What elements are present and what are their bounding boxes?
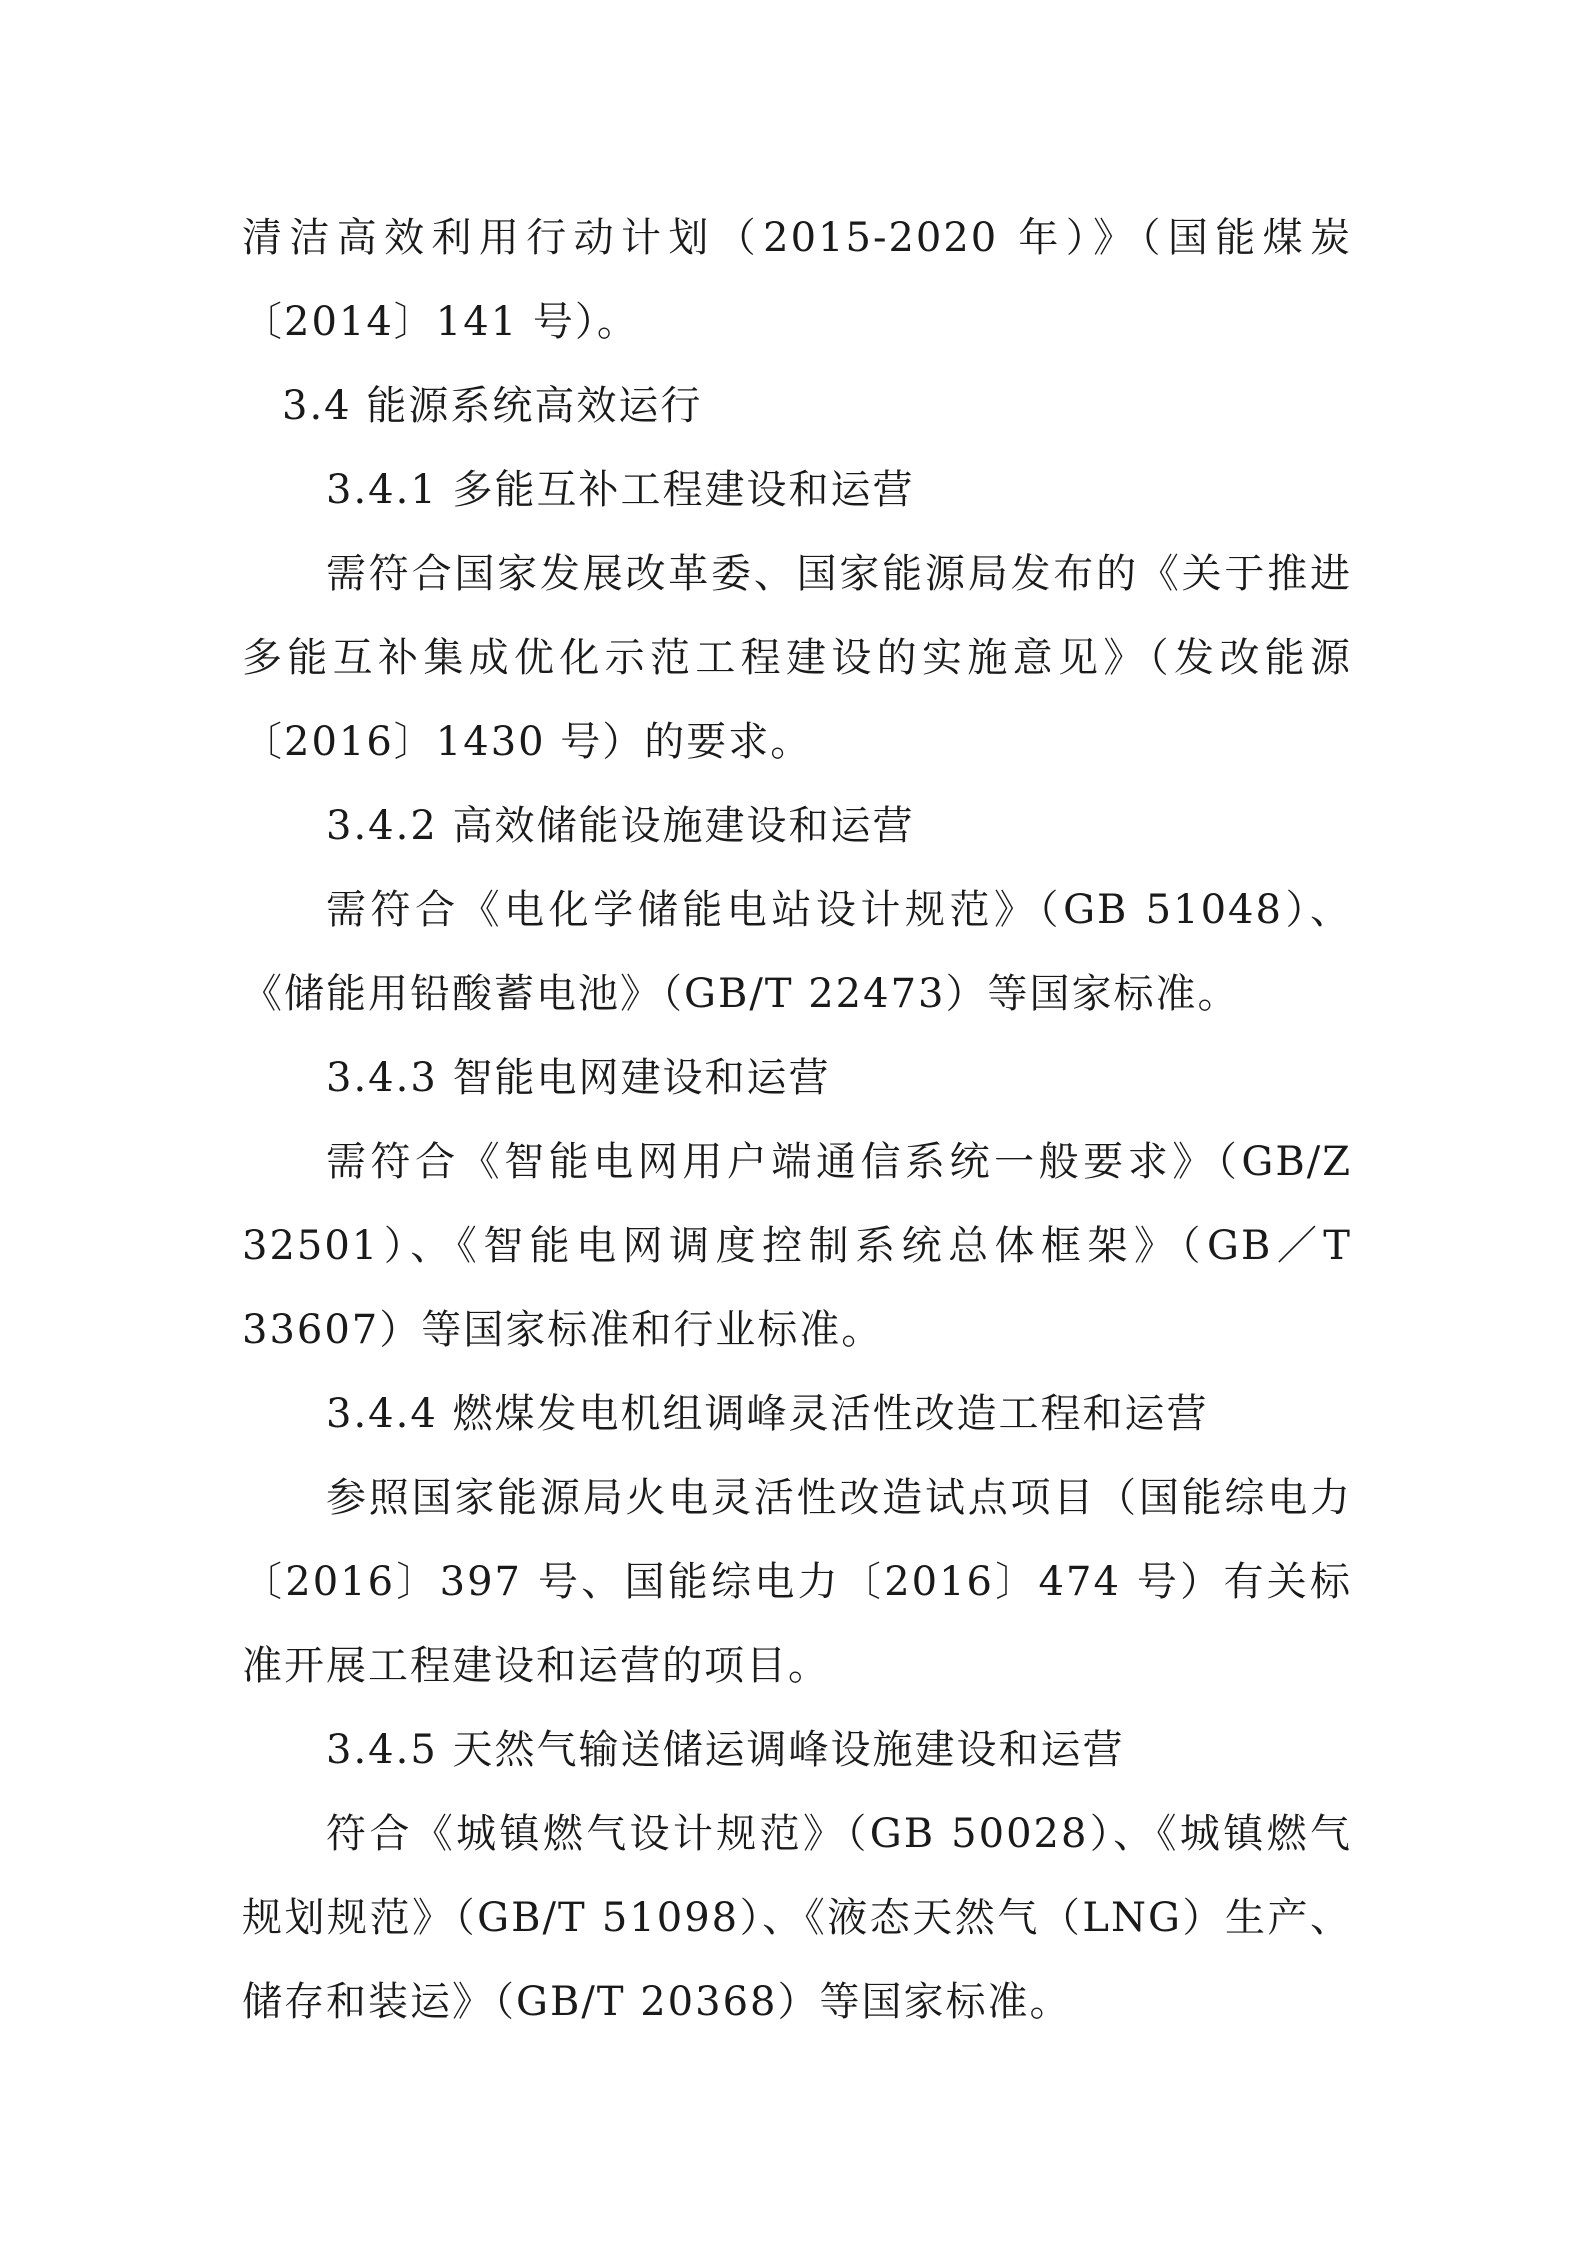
section-heading: 3.4 能源系统高效运行	[282, 383, 703, 429]
subsection-body-3-4-5: 符合《城镇燃气设计规范》（GB 50028）、《城镇燃气规划规范》（GB/T 51098）、《液态天然气（LNG）生产、储存和装运》（GB/T 20368）等国家标准。	[242, 1811, 1352, 2025]
subsection-heading-3-4-2: 3.4.2 高效储能设施建设和运营	[326, 803, 915, 849]
subsection-body-3-4-4: 参照国家能源局火电灵活性改造试点项目（国能综电力〔2016〕397 号、国能综电力〔2016〕474 号）有关标准开展工程建设和运营的项目。	[242, 1475, 1352, 1689]
subsection-body-3-4-2: 需符合《电化学储能电站设计规范》（GB 51048）、《储能用铅酸蓄电池》（GB/T 22473）等国家标准。	[242, 887, 1352, 1017]
document-body	[242, 196, 1352, 2044]
subsection-body-3-4-1: 需符合国家发展改革委、国家能源局发布的《关于推进多能互补集成优化示范工程建设的实施意见》（发改能源〔2016〕1430 号）的要求。	[242, 551, 1352, 765]
subsection-heading-3-4-5: 3.4.5 天然气输送储运调峰设施建设和运营	[326, 1727, 1125, 1773]
subsection-heading-3-4-4: 3.4.4 燃煤发电机组调峰灵活性改造工程和运营	[326, 1391, 1209, 1437]
subsection-heading-3-4-1: 3.4.1 多能互补工程建设和运营	[326, 467, 915, 513]
subsection-heading-3-4-3: 3.4.3 智能电网建设和运营	[326, 1055, 831, 1101]
intro-paragraph: 清洁高效利用行动计划（2015-2020 年）》（国能煤炭〔2014〕141 号）。	[242, 215, 1352, 345]
subsection-body-3-4-3: 需符合《智能电网用户端通信系统一般要求》（GB/Z 32501）、《智能电网调度控制系统总体框架》（GB／T 33607）等国家标准和行业标准。	[242, 1139, 1352, 1353]
